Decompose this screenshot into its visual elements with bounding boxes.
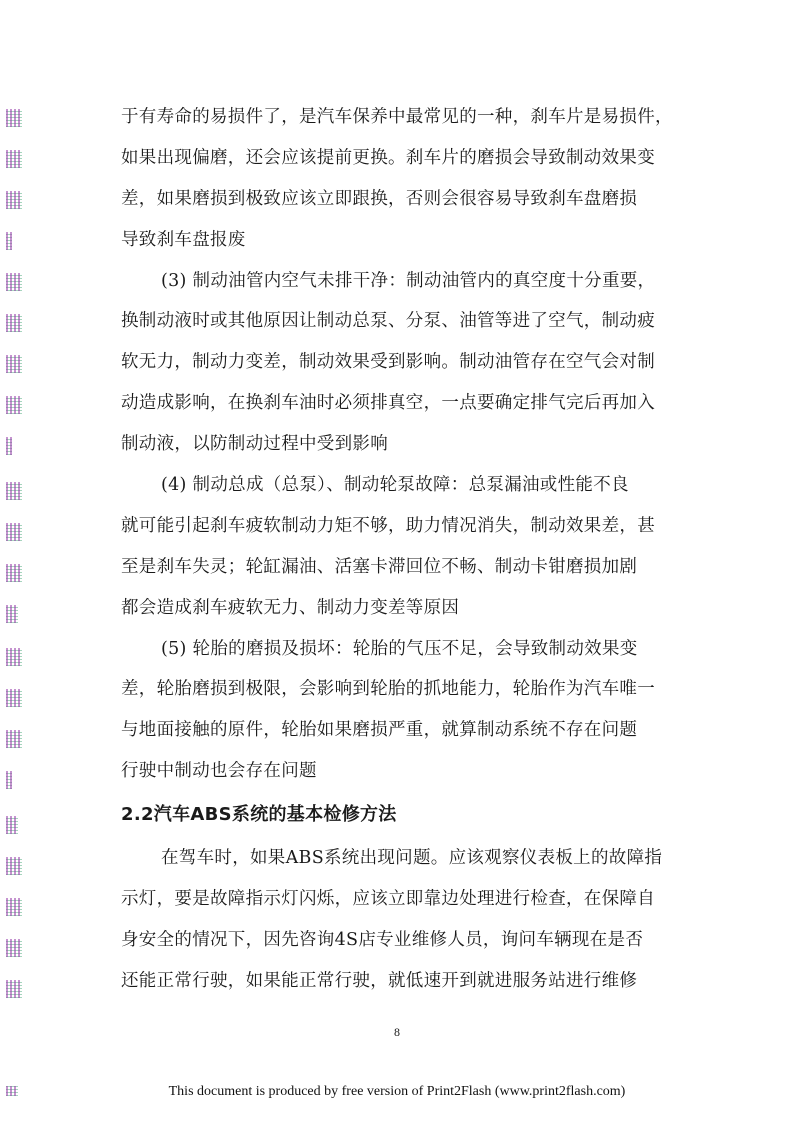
text-line: 还能正常行驶，如果能正常行驶，就低速开到就进服务站进行维修: [121, 970, 638, 991]
margin-mark: [6, 605, 18, 623]
margin-mark: [6, 109, 22, 127]
text-line: 差，轮胎磨损到极限，会影响到轮胎的抓地能力，轮胎作为汽车唯一: [121, 679, 655, 700]
margin-mark: [6, 232, 12, 250]
text-line: 软无力，制动力变差，制动效果受到影响。制动油管存在空气会对制: [121, 352, 655, 373]
text-line: 如果出现偏磨，还会应该提前更换。刹车片的磨损会导致制动效果变: [121, 147, 655, 168]
text-line: 至是刹车失灵；轮缸漏油、活塞卡滞回位不畅、制动卡钳磨损加剧: [121, 556, 638, 577]
margin-mark: [6, 898, 22, 916]
margin-mark: [6, 482, 22, 500]
text-line: 制动液，以防制动过程中受到影响: [121, 434, 388, 455]
section-heading: 2.2汽车ABS系统的基本检修方法: [121, 804, 397, 826]
text-line: 都会造成刹车疲软无力、制动力变差等原因: [121, 597, 460, 618]
margin-mark: [6, 437, 12, 455]
margin-mark: [6, 980, 22, 998]
margin-mark: [6, 191, 22, 209]
page-number: 8: [394, 1025, 400, 1039]
margin-mark: [6, 564, 22, 582]
text-line: 于有寿命的易损件了，是汽车保养中最常见的一种，刹车片是易损件，: [121, 107, 673, 127]
text-line: 就可能引起刹车疲软制动力矩不够，助力情况消失，制动效果差，甚: [121, 515, 655, 536]
margin-mark: [6, 396, 22, 414]
margin-mark: [6, 150, 22, 168]
text-line: 身安全的情况下，因先咨询4S店专业维修人员，询问车辆现在是否: [121, 929, 644, 950]
margin-mark: [6, 816, 18, 834]
margin-mark: [6, 355, 22, 373]
text-line: (3) 制动油管内空气未排干净：制动油管内的真空度十分重要，: [161, 270, 656, 291]
text-line: (5) 轮胎的磨损及损坏：轮胎的气压不足，会导致制动效果变: [161, 638, 638, 659]
margin-mark: [6, 857, 22, 875]
margin-artifacts: [0, 0, 30, 1123]
text-line: 与地面接触的原件，轮胎如果磨损严重，就算制动系统不存在问题: [121, 720, 638, 741]
text-line: 导致刹车盘报废: [121, 229, 246, 250]
margin-mark: [6, 939, 22, 957]
margin-mark: [6, 648, 22, 666]
margin-mark: [6, 771, 12, 789]
document-body: [121, 97, 676, 1002]
margin-mark: [6, 314, 22, 332]
margin-mark: [6, 523, 22, 541]
footer-watermark: This document is produced by free version of Print2Flash (www.print2flash.com): [168, 1084, 626, 1099]
text-line: 在驾车时，如果ABS系统出现问题。应该观察仪表板上的故障指: [161, 848, 663, 869]
text-line: 动造成影响，在换刹车油时必须排真空，一点要确定排气完后再加入: [121, 393, 655, 414]
text-line: 行驶中制动也会存在问题: [121, 761, 317, 782]
text-line: 换制动液时或其他原因让制动总泵、分泵、油管等进了空气，制动疲: [121, 311, 655, 332]
text-line: 差，如果磨损到极致应该立即跟换，否则会很容易导致刹车盘磨损: [121, 188, 638, 209]
text-line: (4) 制动总成（总泵）、制动轮泵故障：总泵漏油或性能不良: [161, 475, 629, 496]
margin-mark: [6, 689, 22, 707]
margin-mark: [6, 273, 22, 291]
text-line: 示灯，要是故障指示灯闪烁，应该立即靠边处理进行检查，在保障自: [121, 889, 655, 910]
margin-mark: [6, 730, 22, 748]
